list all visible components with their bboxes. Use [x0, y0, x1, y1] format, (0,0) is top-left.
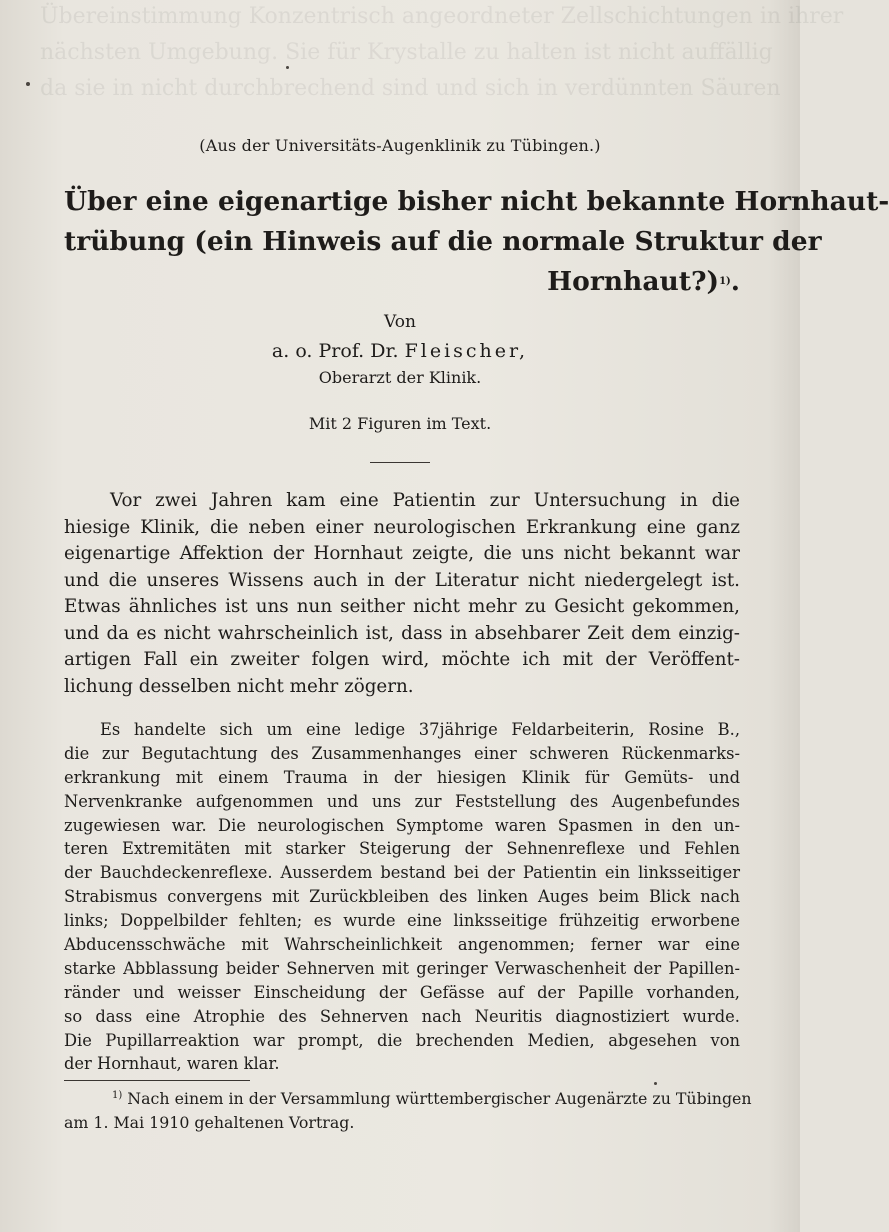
paragraph-1-line: eigenartige Affektion der Hornhaut zeigte, die uns nicht bekannt war [64, 543, 740, 564]
paragraph-2-line: ränder und weisser Einscheidung der Gefässe auf der Papille vorhanden, [64, 982, 740, 1002]
paragraph-2-line: Nervenkranke aufgenommen und uns zur Feststellung des Augenbefundes [64, 791, 740, 811]
paragraph-1-line: Vor zwei Jahren kam eine Patientin zur Untersuchung in die [110, 490, 740, 511]
paragraph-1-line: und da es nicht wahrscheinlich ist, dass in absehbarer Zeit dem einzig- [64, 622, 740, 644]
show-through-text: nächsten Umgebung. Sie für Krystalle zu halten ist nicht auffällig [40, 40, 773, 65]
paragraph-2-line: zugewiesen war. Die neurologischen Symptome waren Spasmen in den un- [64, 815, 740, 835]
paragraph-2 [64, 718, 740, 1076]
title-footnote-marker[interactable]: 1) [719, 276, 731, 287]
institution-line: (Aus der Universitäts-Augenklinik zu Tübingen.) [199, 136, 601, 155]
paragraph-1-line: Etwas ähnliches ist uns nun seither nicht mehr zu Gesicht gekommen, [64, 596, 740, 617]
paragraph-2-line: erkrankung mit einem Trauma in der hiesigen Klinik für Gemüts- und [64, 767, 740, 787]
paragraph-1-line: artigen Fall ein zweiter folgen wird, möchte ich mit der Veröffent- [64, 649, 740, 670]
title-end: . [730, 266, 740, 297]
paragraph-1-line: lichung desselben nicht mehr zögern. [64, 675, 414, 697]
paragraph-2-line: teren Extremitäten mit starker Steigerung der Sehnenreflexe und Fehlen [64, 839, 740, 859]
paragraph-2-line: so dass eine Atrophie des Sehnerven nach Neuritis diagnostiziert wurde. [64, 1006, 740, 1026]
author-line [0, 340, 800, 362]
footnote-line-1 [64, 1087, 752, 1111]
paragraph-1 [64, 488, 740, 700]
title-line-1: Über eine eigenartige bisher nicht bekannte Hornhaut- [64, 186, 889, 217]
paragraph-2-line: Die Pupillarreaktion war prompt, die brechenden Medien, abgesehen von [64, 1030, 740, 1050]
author-title: a. o. Prof. Dr. [271, 340, 399, 362]
header-divider [370, 462, 430, 463]
paragraph-2-line: Es handelte sich um eine ledige 37jährige Feldarbeiterin, Rosine B., [100, 720, 740, 739]
footnote-text: Nach einem in der Versammlung württembergischer Augenärzte zu Tübingen [127, 1089, 752, 1108]
article-title [64, 182, 889, 302]
title-line-2: trübung (ein Hinweis auf die normale Struktur der [64, 226, 822, 257]
figures-note: Mit 2 Figuren im Text. [308, 414, 492, 433]
paragraph-2-line: die zur Begutachtung des Zusammenhanges einer schweren Rückenmarks- [64, 743, 740, 763]
title-line-3-text: Hornhaut?) [547, 266, 720, 297]
paragraph-2-line: der Bauchdeckenreflexe. Ausserdem bestand bei der Patientin ein linksseitiger [64, 863, 740, 883]
paragraph-2-line: Abducensschwäche mit Wahrscheinlichkeit angenommen; ferner war eine [64, 935, 740, 955]
footnote-line-2: am 1. Mai 1910 gehaltenen Vortrag. [64, 1113, 355, 1132]
author-affiliation: Oberarzt der Klinik. [318, 368, 482, 387]
title-line-3 [64, 262, 740, 302]
show-through-text: da sie in nicht durchbrechend sind und sich in verdünnten Säuren [40, 76, 781, 101]
print-speck [654, 1082, 657, 1085]
author-name: Fleischer, [404, 340, 529, 362]
paragraph-1-line: und die unseres Wissens auch in der Literatur nicht niedergelegt ist. [64, 569, 740, 591]
show-through-text: Übereinstimmung Konzentrisch angeordneter Zellschichtungen in ihrer [40, 4, 844, 29]
paragraph-1-line: hiesige Klinik, die neben einer neurologischen Erkrankung eine ganz [64, 516, 740, 538]
print-speck [26, 82, 30, 86]
footnote-marker: 1) [112, 1090, 123, 1101]
paragraph-2-line: starke Abblassung beider Sehnerven mit geringer Verwaschenheit der Papillen- [64, 958, 740, 978]
paragraph-2-line: Strabismus convergens mit Zurückbleiben des linken Auges beim Blick nach [64, 887, 740, 907]
paragraph-2-line: der Hornhaut, waren klar. [64, 1054, 280, 1074]
byline-von: Von [384, 312, 416, 332]
footnote [64, 1087, 752, 1135]
paragraph-2-line: links; Doppelbilder fehlten; es wurde eine linksseitige frühzeitig erworbene [64, 911, 740, 931]
footnote-divider [64, 1080, 250, 1081]
print-speck [286, 66, 289, 69]
